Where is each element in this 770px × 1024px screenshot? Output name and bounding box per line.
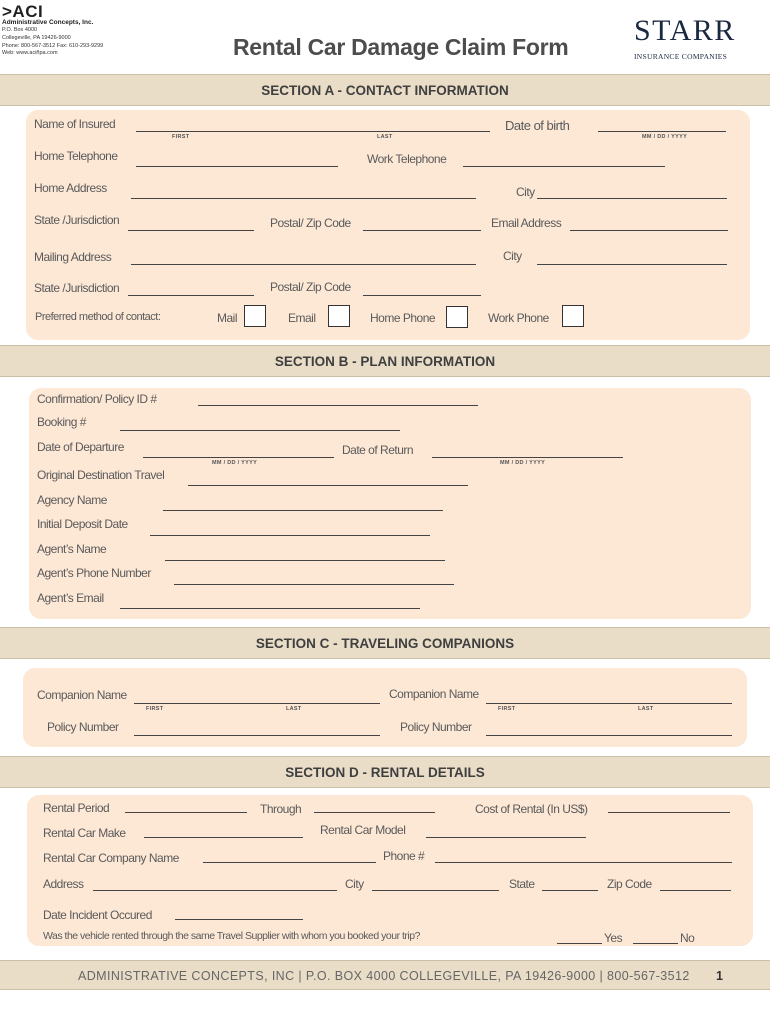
company-city: Collegeville, PA 19426-9000 — [2, 34, 71, 41]
booking-label: Booking # — [37, 415, 86, 429]
return-format-hint: MM / DD / YYYY — [500, 460, 546, 466]
email-address-field[interactable] — [570, 230, 728, 231]
companion-first-sublabel-1: FIRST — [146, 706, 164, 712]
date-return-label: Date of Return — [342, 443, 414, 457]
same-supplier-question: Was the vehicle rented through the same Travel Supplier with whom you booked your trip? — [43, 930, 420, 942]
same-supplier-yes-field[interactable] — [557, 943, 602, 944]
aci-logo-mark: >ACI — [2, 2, 44, 21]
mailing-state-label: State /Jurisdiction — [34, 281, 120, 295]
contact-email-checkbox[interactable] — [328, 305, 350, 327]
rental-car-make-label: Rental Car Make — [43, 826, 126, 840]
agents-email-field[interactable] — [120, 608, 420, 609]
company-po-box: P.O. Box 4000 — [2, 27, 38, 33]
companion-last-sublabel-2: LAST — [638, 706, 654, 712]
home-address-label: Home Address — [34, 181, 107, 195]
policy-number-label-1: Policy Number — [47, 720, 119, 734]
home-telephone-label: Home Telephone — [34, 149, 118, 163]
rental-car-model-label: Rental Car Model — [320, 823, 406, 837]
companion-name-label-1: Companion Name — [37, 688, 127, 702]
confirmation-label: Confirmation/ Policy ID # — [37, 392, 157, 406]
starr-logo — [634, 14, 736, 61]
footer-address: ADMINISTRATIVE CONCEPTS, INC | P.O. BOX 4000 COLLEGEVILLE, PA 19426-9000 | 800-567-3512 — [78, 969, 690, 983]
rental-period-label: Rental Period — [43, 801, 110, 815]
date-incident-label: Date Incident Occured — [43, 908, 152, 922]
policy-number-field-2[interactable] — [486, 735, 732, 736]
zip-code-label: Zip Code — [607, 877, 652, 891]
departure-format-hint: MM / DD / YYYY — [212, 460, 258, 466]
same-supplier-no-label: No — [680, 931, 695, 945]
date-incident-field[interactable] — [175, 919, 303, 920]
contact-work-phone-checkbox[interactable] — [562, 305, 584, 327]
city-field[interactable] — [372, 890, 499, 891]
agents-name-label: Agent’s Name — [37, 542, 107, 556]
rental-company-field[interactable] — [203, 862, 376, 863]
date-return-field[interactable] — [432, 457, 623, 458]
companion-name-field-2[interactable] — [486, 703, 732, 704]
through-label: Through — [260, 802, 302, 816]
footer — [0, 960, 770, 990]
original-destination-label: Original Destination Travel — [37, 468, 165, 482]
companion-name-field-1[interactable] — [134, 703, 380, 704]
policy-number-field-1[interactable] — [134, 735, 380, 736]
name-of-insured-label: Name of Insured — [34, 117, 116, 131]
rental-company-label: Rental Car Company Name — [43, 851, 179, 865]
section-c-heading: SECTION C - TRAVELING COMPANIONS — [0, 627, 770, 659]
section-a-heading: SECTION A - CONTACT INFORMATION — [0, 74, 770, 106]
date-of-birth-label: Date of birth — [505, 118, 570, 133]
zip-code-field[interactable] — [660, 890, 731, 891]
city-label: City — [345, 877, 364, 891]
dob-format-hint: MM / DD / YYYY — [642, 134, 688, 140]
section-d-heading: SECTION D - RENTAL DETAILS — [0, 756, 770, 788]
address-field[interactable] — [93, 890, 337, 891]
starr-logo-mark: STARR — [634, 14, 736, 47]
same-supplier-yes-label: Yes — [604, 931, 623, 945]
mailing-postal-zip-label: Postal/ Zip Code — [270, 280, 351, 294]
last-sublabel: LAST — [377, 134, 393, 140]
date-departure-field[interactable] — [143, 457, 334, 458]
agency-name-field[interactable] — [163, 510, 443, 511]
section-a-panel — [26, 110, 750, 340]
contact-email-label: Email — [288, 311, 316, 325]
state-label: State — [509, 877, 535, 891]
mailing-city-field[interactable] — [537, 264, 727, 265]
original-destination-field[interactable] — [188, 485, 468, 486]
through-field[interactable] — [314, 812, 435, 813]
mailing-postal-zip-field[interactable] — [363, 295, 481, 296]
company-phone: Phone: 800-567-3512 Fax: 610-293-9299 — [2, 42, 104, 49]
agents-email-label: Agent’s Email — [37, 591, 104, 605]
mailing-address-label: Mailing Address — [34, 250, 112, 264]
cost-of-rental-label: Cost of Rental (In US$) — [475, 802, 588, 816]
phone-label: Phone # — [383, 849, 425, 863]
state-field[interactable] — [542, 890, 598, 891]
agents-phone-label: Agent’s Phone Number — [37, 566, 151, 580]
postal-zip-field[interactable] — [363, 230, 481, 231]
first-sublabel: FIRST — [172, 134, 190, 140]
contact-mail-label: Mail — [217, 311, 238, 325]
preferred-contact-label: Preferred method of contact: — [35, 311, 161, 323]
home-telephone-field[interactable] — [136, 166, 338, 167]
state-jurisdiction-label: State /Jurisdiction — [34, 213, 120, 227]
agents-phone-field[interactable] — [174, 584, 454, 585]
mailing-address-field[interactable] — [131, 264, 476, 265]
companion-first-sublabel-2: FIRST — [498, 706, 516, 712]
policy-number-label-2: Policy Number — [400, 720, 472, 734]
contact-work-phone-label: Work Phone — [488, 311, 549, 325]
initial-deposit-label: Initial Deposit Date — [37, 517, 128, 531]
home-city-field[interactable] — [537, 198, 727, 199]
home-address-field[interactable] — [131, 198, 476, 199]
confirmation-field[interactable] — [198, 405, 478, 406]
companion-name-label-2: Companion Name — [389, 687, 479, 701]
state-jurisdiction-field[interactable] — [128, 230, 254, 231]
postal-zip-label: Postal/ Zip Code — [270, 216, 351, 230]
page-title: Rental Car Damage Claim Form — [233, 34, 569, 60]
same-supplier-no-field[interactable] — [633, 943, 678, 944]
name-of-insured-field[interactable] — [136, 131, 490, 132]
company-name: Administrative Concepts, Inc. — [2, 19, 94, 26]
work-telephone-label: Work Telephone — [367, 152, 447, 166]
mailing-city-label: City — [503, 249, 522, 263]
contact-home-phone-checkbox[interactable] — [446, 306, 468, 328]
date-departure-label: Date of Departure — [37, 440, 124, 454]
work-telephone-field[interactable] — [463, 166, 665, 167]
rental-car-model-field[interactable] — [426, 837, 586, 838]
agents-name-field[interactable] — [165, 560, 445, 561]
address-label: Address — [43, 877, 84, 891]
page-number: 1 — [716, 969, 723, 983]
contact-mail-checkbox[interactable] — [244, 305, 266, 327]
companion-last-sublabel-1: LAST — [286, 706, 302, 712]
email-address-label: Email Address — [491, 216, 562, 230]
phone-field[interactable] — [435, 862, 732, 863]
aci-logo — [2, 4, 172, 58]
starr-logo-subtitle: INSURANCE COMPANIES — [634, 52, 728, 61]
agency-name-label: Agency Name — [37, 493, 107, 507]
section-b-heading: SECTION B - PLAN INFORMATION — [0, 345, 770, 377]
company-web: Web: www.aciñpa.com — [2, 50, 58, 57]
mailing-state-field[interactable] — [128, 295, 254, 296]
rental-car-make-field[interactable] — [144, 837, 303, 838]
date-of-birth-field[interactable] — [598, 131, 726, 132]
section-d-panel — [27, 795, 753, 946]
booking-field[interactable] — [120, 430, 400, 431]
home-city-label: City — [516, 185, 535, 199]
contact-home-phone-label: Home Phone — [370, 311, 436, 325]
rental-period-field[interactable] — [125, 812, 247, 813]
initial-deposit-field[interactable] — [150, 535, 430, 536]
cost-of-rental-field[interactable] — [608, 812, 730, 813]
